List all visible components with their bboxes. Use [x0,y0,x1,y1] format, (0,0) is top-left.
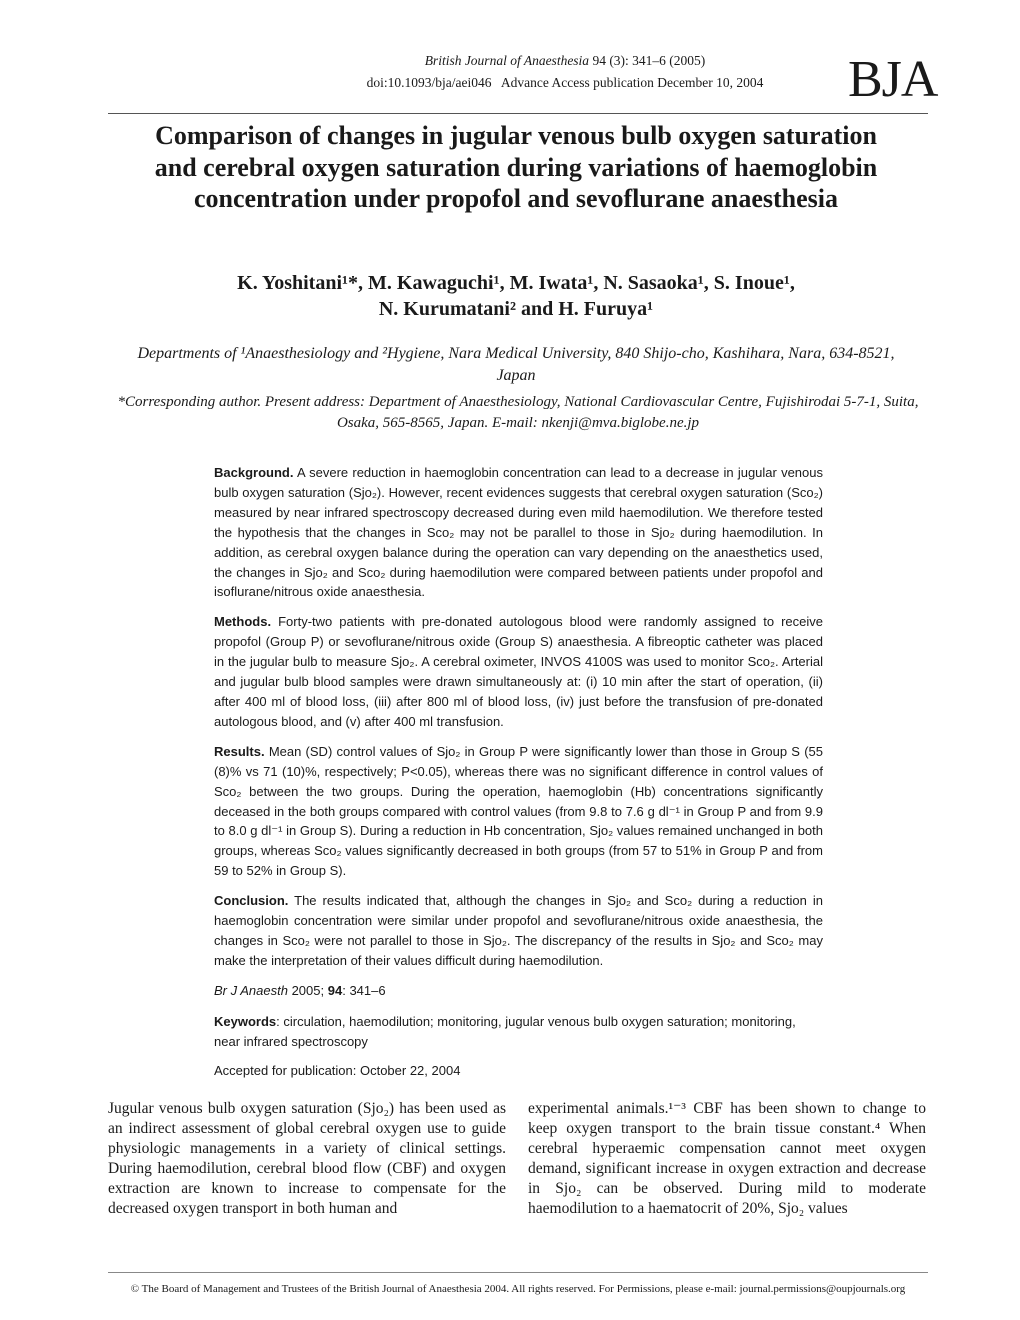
section-heading: Conclusion. [214,893,289,909]
section-heading: Methods. [214,614,272,630]
body-column-right [528,1099,926,1219]
doi-line: doi:10.1093/bja/aei046 Advance Access publication December 10, 2004 [366,75,764,90]
citation-year: 2005; [291,982,325,998]
journal-header [300,50,830,94]
citation-journal: Br J Anaesth [214,982,288,998]
abstract [214,463,823,1091]
accepted-date: Accepted for publication: October 22, 2004 [214,1063,461,1079]
section-text: Mean (SD) control values of Sjo₂ in Group P were significantly lower than those in Group S (55 (8)% vs 71 (10)%, respectively; P<0.05), whereas there was no significant difference in control values of Sco₂ between the two groups. During the operation, haemoglobin (Hb) concentrations significantly deceased in the both groups compared with control values (from 9.8 to 7.6 g dl⁻¹ in Group P and from 9.9 to 8.0 g dl⁻¹ in Group S). During a reduction in Hb concentration, Sjo₂ values remained unchanged in both groups, whereas Sco₂ values significantly decreased in both groups (from 57 to 51% in Group P and from 59 to 52% in Group S). [214,743,823,879]
download-suffix [990,927,1020,945]
journal-name: British Journal of Anaesthesia [424,53,590,68]
journal-citation-line [300,50,830,72]
copyright-footer: © The Board of Management and Trustees of the British Journal of Anaesthesia 2004. All rights reserved. For Permissions, please e-mail: journal.permissions@oupjournals.org [130,1283,906,1295]
citation-pages: : 341–6 [342,982,386,998]
footer-divider [108,1272,928,1273]
author-list [140,270,892,322]
corresponding-author: *Corresponding author. Present address: Department of Anaesthesiology, National Cardiovascular Centre, Fujishirodai 5-7-1, Suita, Osaka, 565-8565, Japan. E-mail: nkenji@mva.biglobe.ne.jp [117,394,919,431]
section-text: Forty-two patients with pre-donated autologous blood were randomly assigned to receive propofol (Group P) or sevoflurane/nitrous oxide (Group S) anaesthesia. A fibreoptic catheter was placed in the jugular bulb to measure Sjo₂. A cerebral oximeter, INVOS 4100S was used to monitor Sco₂. Arterial and jugular bulb blood samples were drawn simultaneously at: (i) 10 min after the start of operation, (ii) after 400 ml of blood loss, (iii) after 800 ml of blood loss, (iv) just before the transfusion of pre-donated autologous blood, and (v) after 400 ml transfusion. [214,614,823,729]
journal-logo: BJA [848,51,938,108]
body-column-left [108,1099,506,1219]
author-line: N. Kurumatani² and H. Furuya¹ [378,298,654,320]
abstract-results [214,742,823,881]
keywords [214,1012,823,1052]
citation [214,981,823,1001]
citation-volume: 94 [327,982,343,998]
section-heading: Results. [214,743,265,759]
article-title: Comparison of changes in jugular venous bulb oxygen saturation and cerebral oxygen saturation during variations of haemoglobin concentration under propofol and sevoflurane anaesthesia [154,121,878,213]
abstract-conclusion [214,891,823,971]
keywords-heading: Keywords [214,1013,277,1029]
affiliations: Departments of ¹Anaesthesiology and ²Hygiene, Nara Medical University, 840 Shijo-cho, Kashihara, Nara, 634-8521, Japan [137,345,895,384]
body-paragraph: experimental animals.¹⁻³ CBF has been shown to change to keep oxygen transport to the brain tissue constant.⁴ When cerebral hyperaemic compensation cannot meet oxygen demand, significant increase in oxygen extraction and decrease in Sjo₂ can be observed. During mild to moderate haemodilution to a haematocrit of 20%, Sjo₂ values [528,1100,926,1217]
body-paragraph: Jugular venous bulb oxygen saturation (Sjo₂) has been used as an indirect assessment of global cerebral oxygen use to guide physiologic managements in a variety of clinical settings. During haemodilution, cerebral blood flow (CBF) and oxygen extraction are known to increase to compensate for the decreased oxygen transport in both human and [108,1100,506,1217]
section-heading: Background. [214,465,294,480]
keywords-text: : circulation, haemodilution; monitoring, jugular venous bulb oxygen saturation; monitoring, near infrared spectroscopy [214,1013,796,1049]
author-line: K. Yoshitani¹*, M. Kawaguchi¹, M. Iwata¹, N. Sasaoka¹, S. Inoue¹, [237,272,795,294]
abstract-background [214,463,823,602]
section-text: The results indicated that, although the changes in Sjo₂ and Sco₂ during a reduction in haemoglobin concentration were similar under propofol and sevoflurane/nitrous oxide anaesthesia, the changes in Sco₂ were not parallel to those in Sjo₂. The discrepancy of the results in Sjo₂ and Sco₂ may make the interpretation of their values difficult during haemodilution. [214,893,823,968]
volume-issue-pages: 94 (3): 341–6 (2005) [592,53,706,68]
section-text: A severe reduction in haemoglobin concentration can lead to a decrease in jugular venous bulb oxygen saturation (Sjo₂). However, recent evidences suggests that cerebral oxygen saturation (Sco₂) measured by near infrared spectroscopy decreased during even mild haemodilution. We therefore tested the hypothesis that the changes in Sco₂ may not be parallel to those in Sjo₂ during haemodilution. In addition, as cerebral oxygen balance during the operation can vary depending on the anaesthetics used, the changes in Sjo₂ and Sco₂ during haemodilution were compared between patients under propofol and isoflurane/nitrous oxide anaesthesia. [214,465,823,600]
abstract-methods [214,612,823,731]
header-divider [108,113,928,114]
download-note [990,385,1010,945]
